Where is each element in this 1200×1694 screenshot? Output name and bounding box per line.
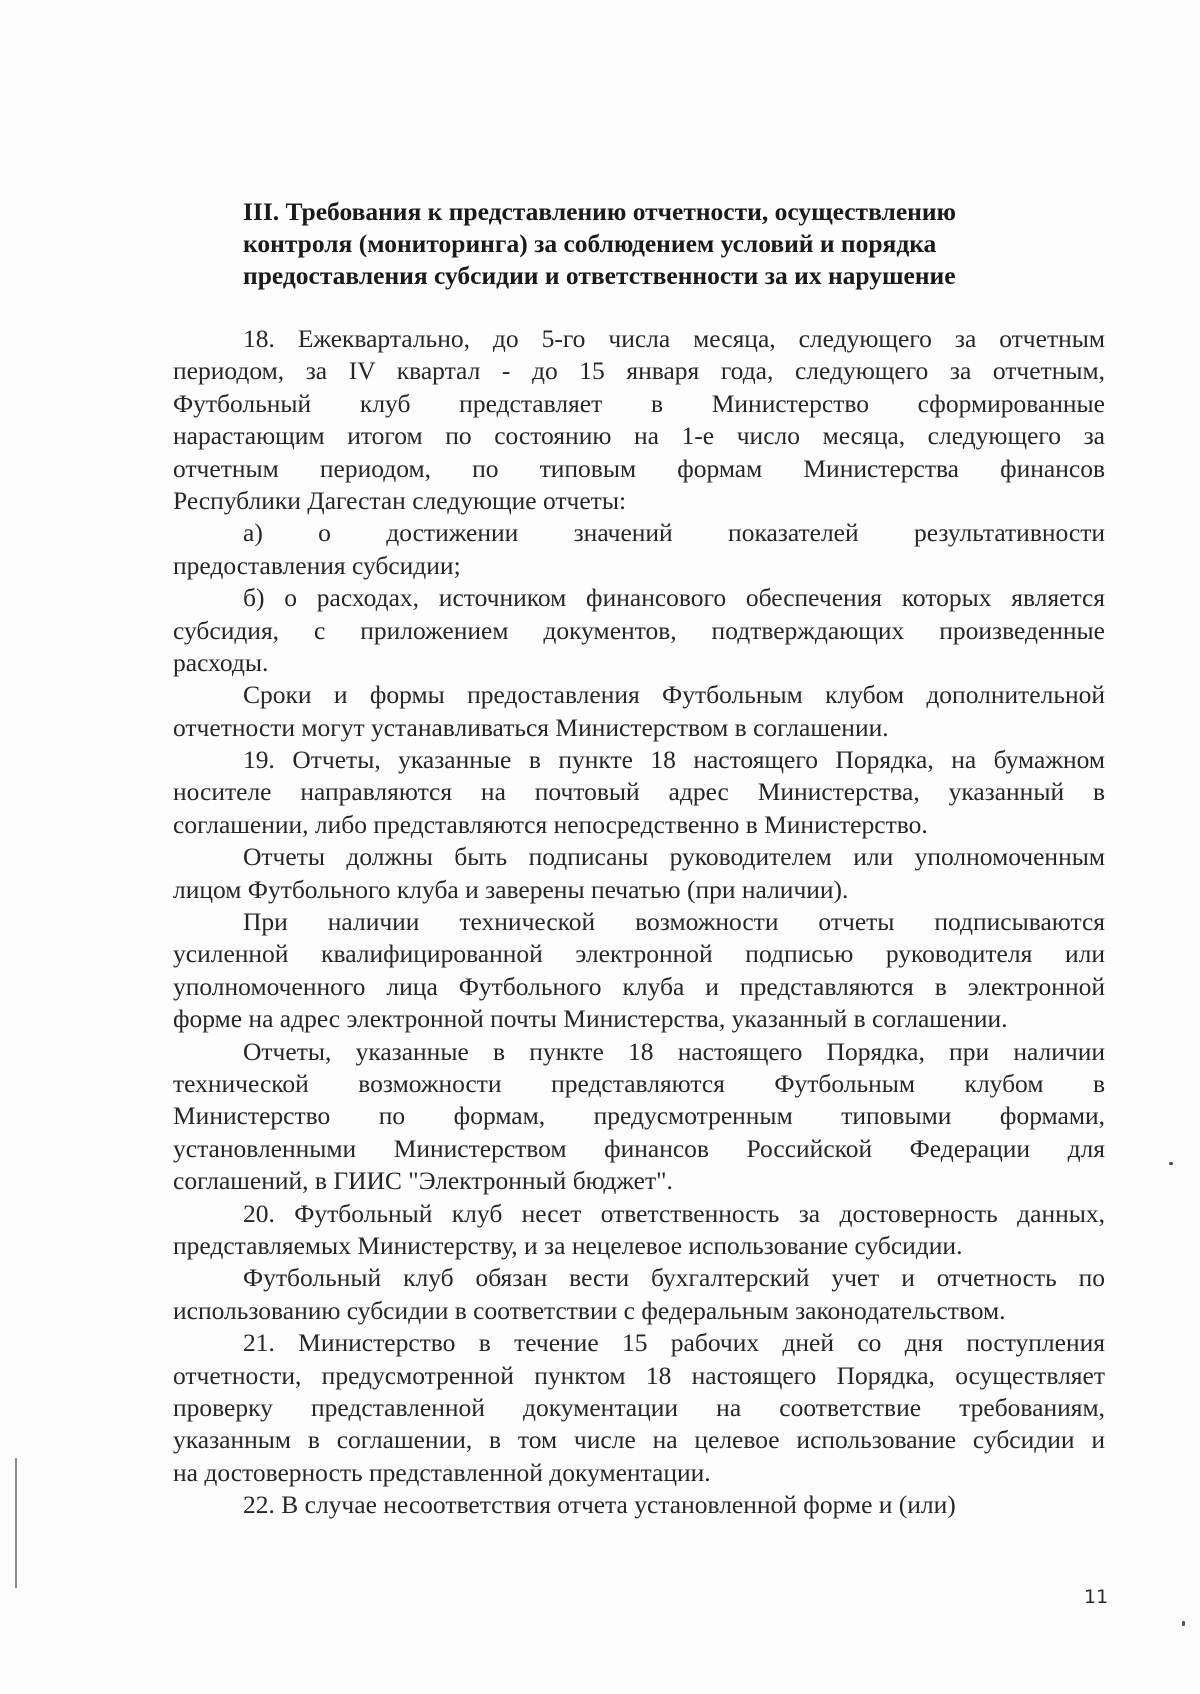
text-line: на достоверность представленной документации. bbox=[173, 1457, 711, 1487]
scan-margin-line bbox=[15, 1458, 17, 1588]
text-line: 22. В случае несоответствия отчета установленной форме и (или) bbox=[243, 1490, 956, 1520]
text-line: б) о расходах, источником финансового обеспечения которых является bbox=[243, 583, 1105, 613]
text-line: уполномоченного лица Футбольного клуба и представляются в электронной bbox=[173, 971, 1105, 1001]
text-line: носителе направляются на почтовый адрес Министерства, указанный в bbox=[173, 777, 1105, 807]
paragraph bbox=[173, 1036, 1105, 1198]
paragraph bbox=[173, 744, 1105, 841]
text-line: нарастающим итогом по состоянию на 1-е число месяца, следующего за bbox=[173, 421, 1105, 451]
text-line: предоставления субсидии; bbox=[173, 550, 461, 580]
text-line: а) о достижении значений показателей результативности bbox=[243, 518, 1105, 548]
section-heading bbox=[243, 196, 1063, 292]
text-line: лицом Футбольного клуба и заверены печатью (при наличии). bbox=[173, 874, 849, 904]
paragraph bbox=[173, 1489, 1105, 1521]
page-number: 11 bbox=[1084, 1586, 1109, 1608]
paragraph bbox=[173, 841, 1105, 906]
text-line: Футбольный клуб обязан вести бухгалтерский учет и отчетность по bbox=[243, 1263, 1105, 1293]
paragraph bbox=[173, 582, 1105, 679]
text-line: субсидия, с приложением документов, подтверждающих произведенные bbox=[173, 615, 1105, 645]
text-line: отчетным периодом, по типовым формам Министерства финансов bbox=[173, 453, 1105, 483]
text-line: усиленной квалифицированной электронной подписью руководителя или bbox=[173, 939, 1105, 969]
text-line: 18. Ежеквартально, до 5-го числа месяца, следующего за отчетным bbox=[243, 324, 1105, 353]
text-line: установленными Министерством финансов Российской Федерации для bbox=[173, 1133, 1105, 1163]
paragraph bbox=[173, 323, 1105, 517]
text-line: проверку представленной документации на соответствие требованиям, bbox=[173, 1392, 1105, 1422]
paragraph bbox=[173, 679, 1105, 744]
text-line: указанным в соглашении, в том числе на целевое использование субсидии и bbox=[173, 1425, 1105, 1455]
scan-speck bbox=[1182, 1621, 1185, 1626]
paragraph bbox=[173, 1262, 1105, 1327]
paragraph bbox=[173, 1198, 1105, 1263]
text-line: Сроки и формы предоставления Футбольным клубом дополнительной bbox=[243, 680, 1105, 710]
text-line: форме на адрес электронной почты Министерства, указанный в соглашении. bbox=[173, 1004, 1008, 1034]
document-body bbox=[173, 323, 1105, 1521]
text-line: 20. Футбольный клуб несет ответственность за достоверность данных, bbox=[243, 1198, 1105, 1228]
scan-speck bbox=[1169, 1162, 1173, 1165]
paragraph bbox=[173, 906, 1105, 1036]
heading-line: контроля (мониторинга) за соблюдением условий и порядка bbox=[243, 229, 937, 258]
text-line: отчетности, предусмотренной пунктом 18 настоящего Порядка, осуществляет bbox=[173, 1360, 1105, 1390]
text-line: Отчеты, указанные в пункте 18 настоящего Порядка, при наличии bbox=[243, 1036, 1105, 1066]
text-line: Отчеты должны быть подписаны руководителем или уполномоченным bbox=[243, 842, 1105, 872]
paragraph bbox=[173, 517, 1105, 582]
heading-line: предоставления субсидии и ответственности за их нарушение bbox=[243, 261, 956, 290]
text-line: 19. Отчеты, указанные в пункте 18 настоящего Порядка, на бумажном bbox=[243, 745, 1105, 775]
text-line: Министерство по формам, предусмотренным типовыми формами, bbox=[173, 1101, 1105, 1131]
text-line: соглашении, либо представляются непосредственно в Министерство. bbox=[173, 809, 928, 839]
text-line: отчетности могут устанавливаться Министерством в соглашении. bbox=[173, 712, 889, 742]
text-line: использованию субсидии в соответствии с федеральным законодательством. bbox=[173, 1295, 1006, 1325]
paragraph bbox=[173, 1327, 1105, 1489]
text-line: При наличии технической возможности отчеты подписываются bbox=[243, 907, 1105, 937]
text-line: Республики Дагестан следующие отчеты: bbox=[173, 485, 627, 515]
heading-line: III. Требования к представлению отчетности, осуществлению bbox=[243, 197, 957, 226]
text-line: периодом, за IV квартал - до 15 января года, следующего за отчетным, bbox=[173, 356, 1105, 386]
text-line: представляемых Министерству, и за нецелевое использование субсидии. bbox=[173, 1230, 963, 1260]
text-line: соглашений, в ГИИС "Электронный бюджет". bbox=[173, 1166, 673, 1196]
text-line: Футбольный клуб представляет в Министерство сформированные bbox=[173, 388, 1105, 418]
text-line: технической возможности представляются Футбольным клубом в bbox=[173, 1068, 1105, 1098]
text-line: расходы. bbox=[173, 647, 269, 677]
text-line: 21. Министерство в течение 15 рабочих дней со дня поступления bbox=[243, 1328, 1105, 1358]
